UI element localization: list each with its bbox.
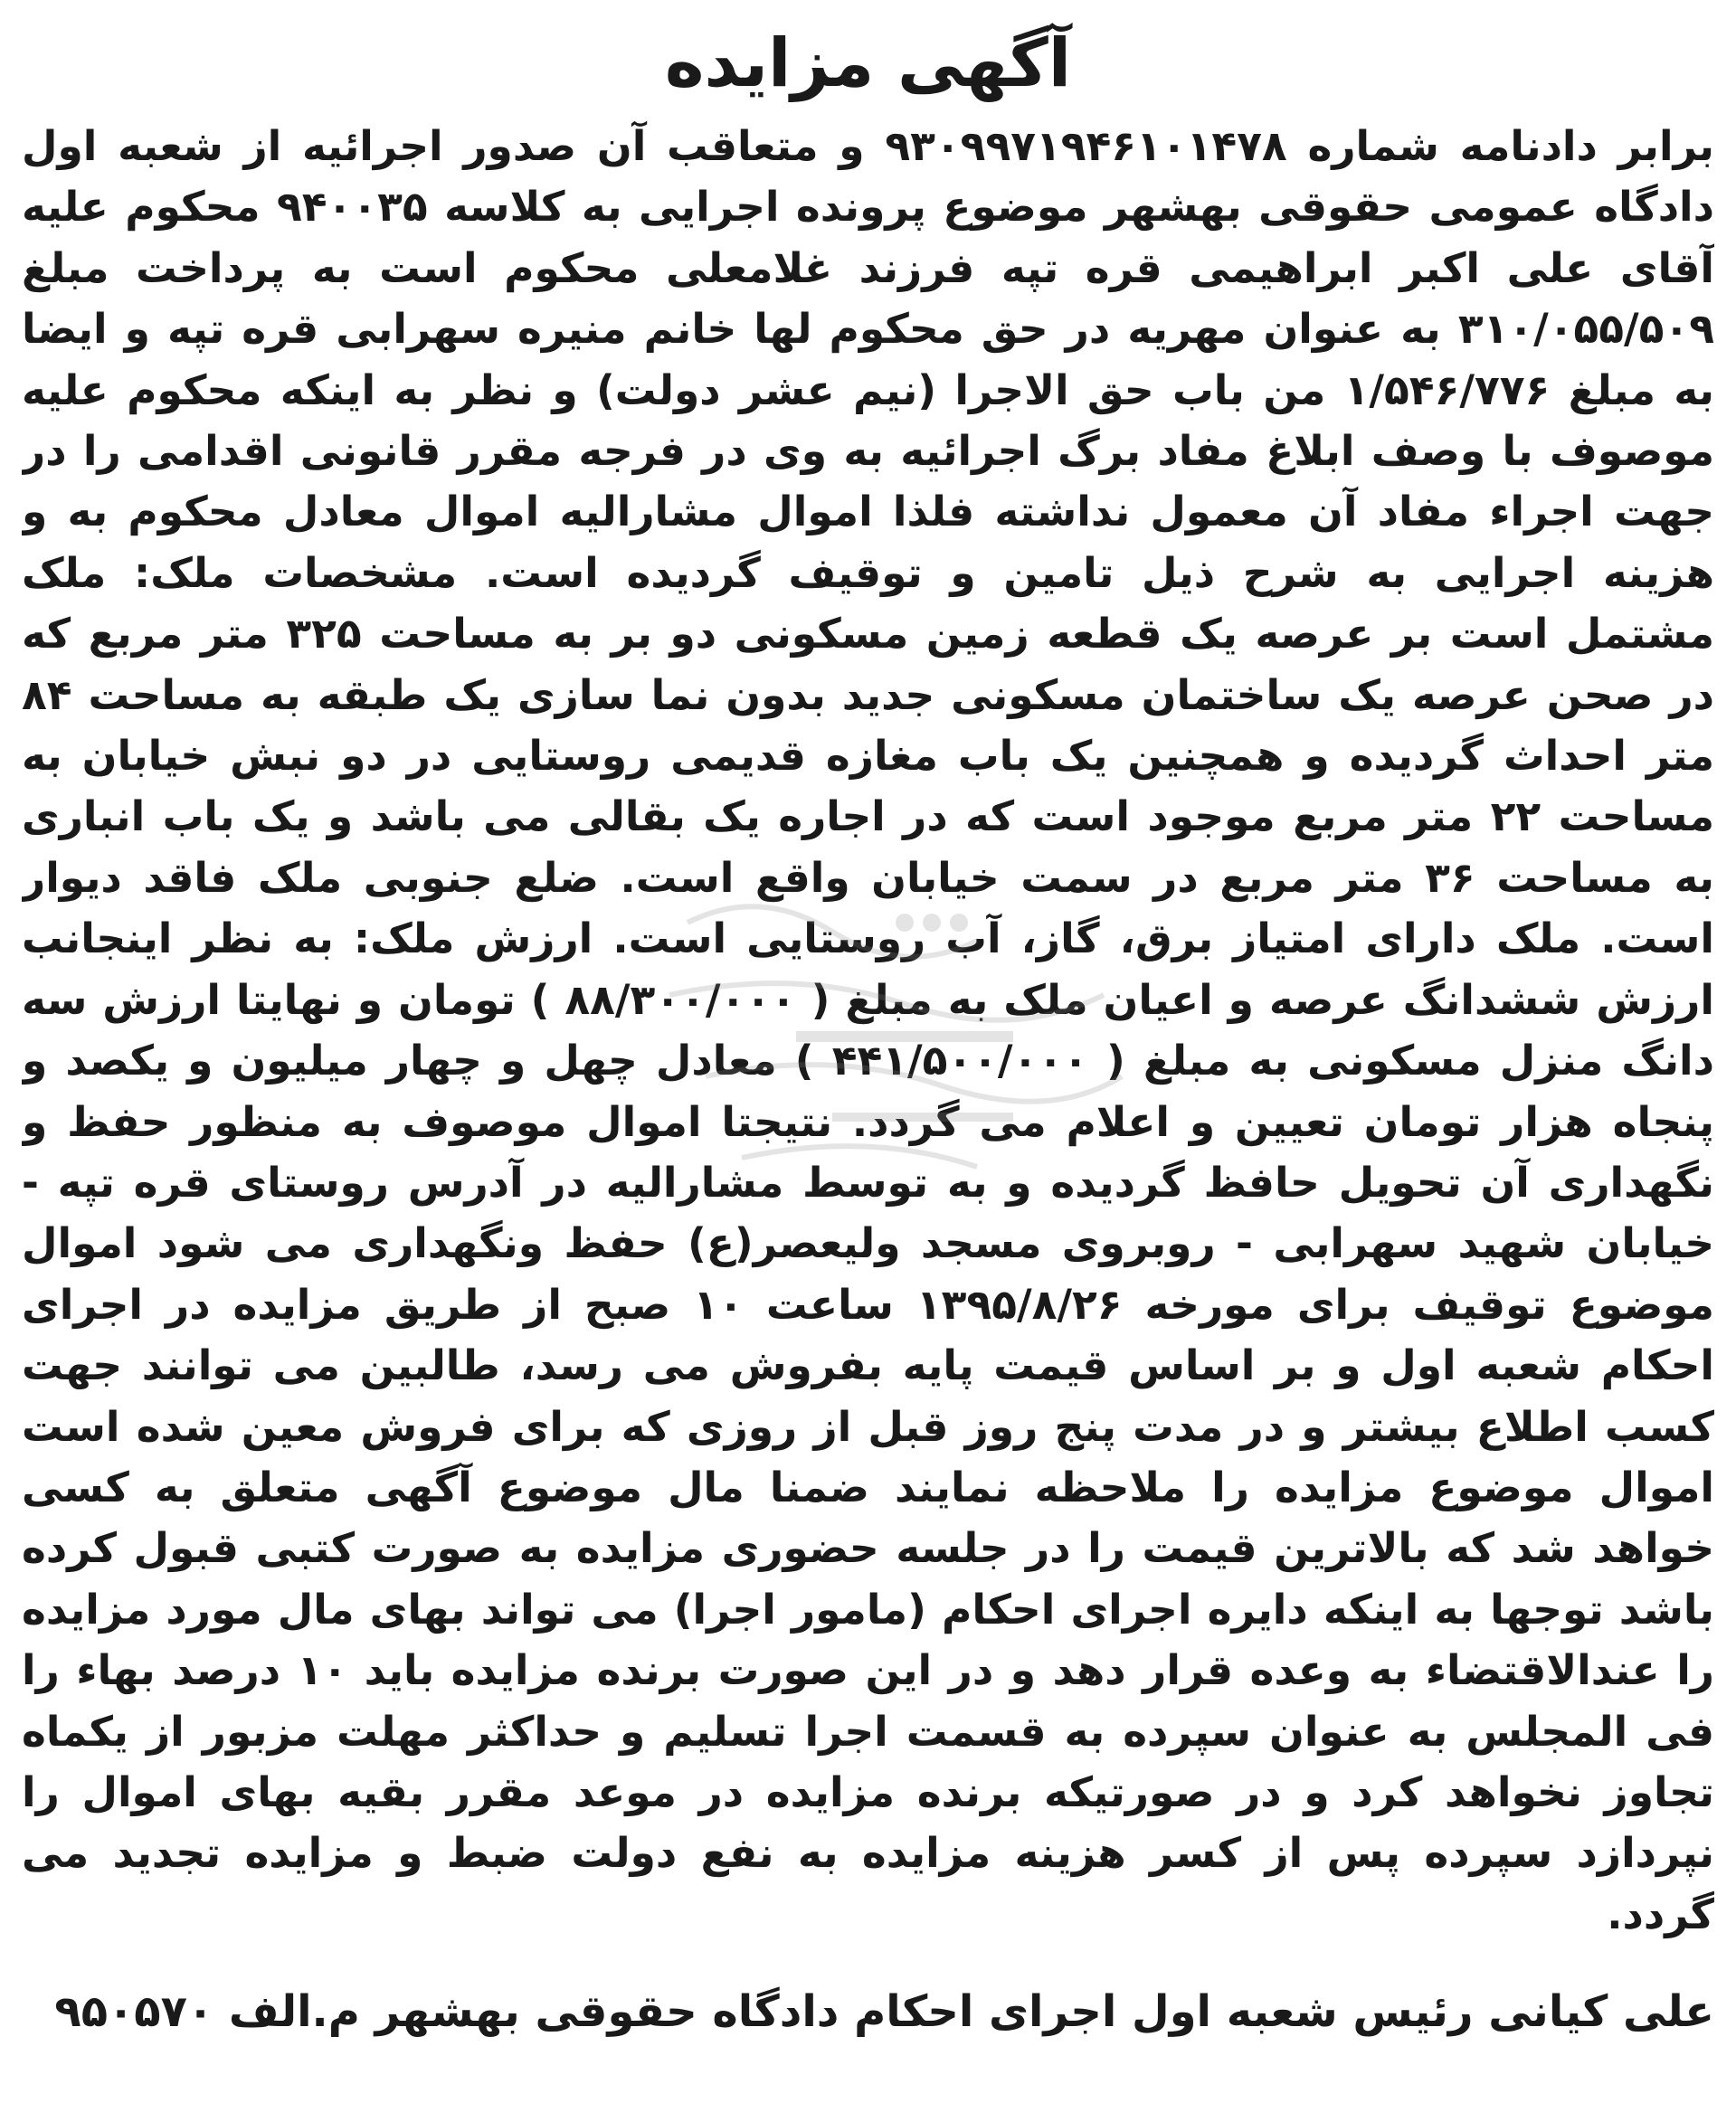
notice-title: آگهی مزایده (664, 24, 1072, 102)
notice-signature: علی کیانی رئیس شعبه اول اجرای احکام دادگاه حقوقی بهشهر م.الف ۹۵۰۵۷۰ (54, 1986, 1714, 2037)
notice-body: برابر دادنامه شماره ۹۳۰۹۹۷۱۹۴۶۱۰۱۴۷۸ و متعاقب آن صدور اجرائیه از شعبه اول دادگاه عمومی حقوقی بهشهر موضوع پرونده اجرایی به کلاسه ۹۴۰۰۳۵ محکوم علیه آقای علی اکبر ابراهیمی قره تپه فرزند غلامعلی محکوم است به پرداخت مبلغ ۳۱۰/۰۵۵/۵۰۹ به عنوان مهریه در حق محکوم لها خانم منیره سهرابی قره تپه و ایضا به مبلغ ۱/۵۴۶/۷۷۶ من باب حق الاجرا (نیم عشر دولت) و نظر به اینکه محکوم علیه موصوف با وصف ابلاغ مفاد برگ اجرائیه به وی در فرجه مقرر قانونی اقدامی را در جهت اجراء مفاد آن معمول نداشته فلذا اموال مشارالیه اموال معادل محکوم به و هزینه اجرایی به شرح ذیل تامین و توقیف گردیده است. مشخصات ملک: ملک مشتمل است بر عرصه یک قطعه زمین مسکونی دو بر به مساحت ۳۲۵ متر مربع که در صحن عرصه یک ساختمان مسکونی جدید بدون نما سازی یک طبقه به مساحت ۸۴ متر احداث گردیده و همچنین یک باب مغازه قدیمی روستایی در دو نبش خیابان به مساحت ۲۲ متر مربع موجود است که در اجاره یک بقالی می باشد و یک باب انباری به مساحت ۳۶ متر مربع در سمت خیابان واقع است. ضلع جنوبی ملک فاقد دیوار است. ملک دارای امتیاز برق، گاز، آب روستایی است. ارزش ملک: به نظر اینجانب ارزش ششدانگ عرصه و اعیان ملک به مبلغ ( ۸۸/۳۰۰/۰۰۰ ) تومان و نهایتا ارزش سه دانگ منزل مسکونی به مبلغ ( ۴۴۱/۵۰۰/۰۰۰ ) معادل چهل و چهار میلیون و یکصد و پنجاه هزار تومان تعیین و اعلام می گردد. نتیجتا اموال موصوف به منظور حفظ و نگهداری آن تحویل حافظ گردیده و به توسط مشارالیه در آدرس روستای قره تپه - خیابان شهید سهرابی - روبروی مسجد ولیعصر(ع) حفظ ونگهداری می شود اموال موضوع توقیف برای مورخه ۱۳۹۵/۸/۲۶ ساعت ۱۰ صبح از طریق مزایده در اجرای احکام شعبه اول و بر اساس قیمت پایه بفروش می رسد، طالبین می توانند جهت کسب اطلاع بیشتر و در مدت پنج روز قبل از روزی که برای فروش معین شده است اموال موضوع مزایده را ملاحظه نمایند ضمنا مال موضوع آگهی متعلق به کسی خواهد شد که بالاترین قیمت را در جلسه حضوری مزایده به صورت کتبی قبول کرده باشد توجها به اینکه دایره اجرای احکام (مامور اجرا) می تواند بهای مال مورد مزایده را عندالاقتضاء به وعده قرار دهد و در این صورت برنده مزایده باید ۱۰ درصد بهاء را فی المجلس به عنوان سپرده به قسمت اجرا تسلیم و حداکثر مهلت مزبور از یکماه تجاوز نخواهد کرد و در صورتیکه برنده مزایده در موعد مقرر بقیه بهای اموال را نپردازد سپرده پس از کسر هزینه مزایده به نفع دولت ضبط و مزایده تجدید می گردد. (22, 122, 1714, 1938)
